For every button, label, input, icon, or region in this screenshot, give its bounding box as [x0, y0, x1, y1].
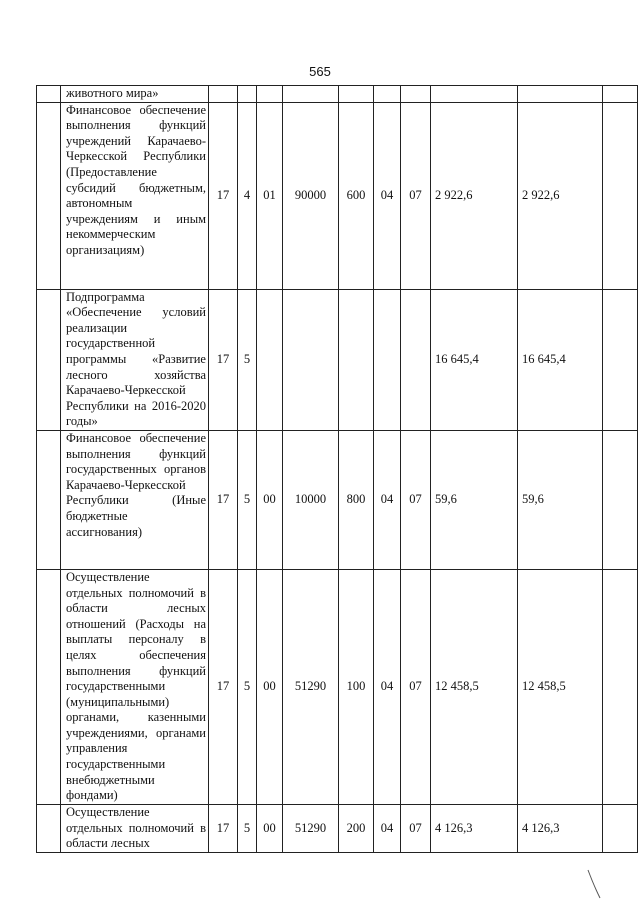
- code-cell: 07: [401, 430, 431, 569]
- code-cell: 01: [257, 102, 283, 289]
- code-cell: [283, 86, 339, 103]
- code-cell: [374, 86, 401, 103]
- code-cell: 10000: [283, 430, 339, 569]
- amount-cell: 2 922,6: [431, 102, 518, 289]
- row-index-cell: [37, 804, 61, 852]
- amount-cell: 16 645,4: [431, 289, 518, 430]
- description-cell: Финансовое обеспечение выполнения функций государственных органов Карачаево-Черкесской Республики (Иные бюджетные ассигнования): [61, 430, 209, 569]
- empty-cell: [603, 430, 638, 569]
- empty-cell: [603, 569, 638, 804]
- amount-cell: 4 126,3: [518, 804, 603, 852]
- code-cell: 04: [374, 569, 401, 804]
- code-cell: 07: [401, 102, 431, 289]
- row-index-cell: [37, 430, 61, 569]
- table-row: [37, 289, 638, 430]
- code-cell: 04: [374, 804, 401, 852]
- code-cell: 100: [339, 569, 374, 804]
- table-row: [37, 430, 638, 569]
- code-cell: [401, 86, 431, 103]
- code-cell: 17: [209, 569, 238, 804]
- empty-cell: [603, 102, 638, 289]
- code-cell: 04: [374, 430, 401, 569]
- code-cell: 00: [257, 430, 283, 569]
- code-cell: [283, 289, 339, 430]
- code-cell: 04: [374, 102, 401, 289]
- code-cell: 200: [339, 804, 374, 852]
- code-cell: 5: [238, 569, 257, 804]
- code-cell: [238, 86, 257, 103]
- amount-cell: 59,6: [518, 430, 603, 569]
- code-cell: 17: [209, 289, 238, 430]
- table-row: [37, 102, 638, 289]
- amount-cell: [431, 86, 518, 103]
- code-cell: 07: [401, 804, 431, 852]
- code-cell: 00: [257, 804, 283, 852]
- amount-cell: 12 458,5: [518, 569, 603, 804]
- code-cell: 51290: [283, 569, 339, 804]
- code-cell: [339, 289, 374, 430]
- page-number: 565: [309, 64, 331, 79]
- amount-cell: 16 645,4: [518, 289, 603, 430]
- code-cell: 800: [339, 430, 374, 569]
- row-index-cell: [37, 289, 61, 430]
- empty-cell: [603, 86, 638, 103]
- description-cell: животного мира»: [61, 86, 209, 103]
- description-cell: Осуществление отдельных полномочий в области лесных: [61, 804, 209, 852]
- table-row: [37, 804, 638, 852]
- amount-cell: 12 458,5: [431, 569, 518, 804]
- code-cell: 17: [209, 430, 238, 569]
- code-cell: [209, 86, 238, 103]
- code-cell: [257, 86, 283, 103]
- code-cell: [339, 86, 374, 103]
- description-cell: Подпрограмма «Обеспечение условий реализации государственной программы «Развитие лесного хозяйства Карачаево-Черкесской Республики на 2016-2020 годы»: [61, 289, 209, 430]
- code-cell: [374, 289, 401, 430]
- amount-cell: 2 922,6: [518, 102, 603, 289]
- code-cell: 07: [401, 569, 431, 804]
- description-cell: Финансовое обеспечение выполнения функций учреждений Карачаево-Черкесской Республики (Предоставление субсидий бюджетным, автономным учреждениям и иным некоммерческим организациям): [61, 102, 209, 289]
- code-cell: 5: [238, 430, 257, 569]
- code-cell: 90000: [283, 102, 339, 289]
- code-cell: 600: [339, 102, 374, 289]
- table-row: [37, 86, 638, 103]
- scan-mark: [585, 868, 605, 900]
- code-cell: 5: [238, 804, 257, 852]
- row-index-cell: [37, 102, 61, 289]
- code-cell: [401, 289, 431, 430]
- code-cell: 17: [209, 102, 238, 289]
- amount-cell: 59,6: [431, 430, 518, 569]
- empty-cell: [603, 804, 638, 852]
- code-cell: [257, 289, 283, 430]
- description-cell: Осуществление отдельных полномочий в области лесных отношений (Расходы на выплаты персоналу в целях обеспечения выполнения функций государственными (муниципальными) органами, казенными учреждениями, органами управления государственными внебюджетными фондами): [61, 569, 209, 804]
- code-cell: 17: [209, 804, 238, 852]
- code-cell: 4: [238, 102, 257, 289]
- row-index-cell: [37, 569, 61, 804]
- code-cell: 00: [257, 569, 283, 804]
- amount-cell: 4 126,3: [431, 804, 518, 852]
- empty-cell: [603, 289, 638, 430]
- amount-cell: [518, 86, 603, 103]
- table-row: [37, 569, 638, 804]
- code-cell: 51290: [283, 804, 339, 852]
- budget-table: [36, 85, 638, 853]
- row-index-cell: [37, 86, 61, 103]
- code-cell: 5: [238, 289, 257, 430]
